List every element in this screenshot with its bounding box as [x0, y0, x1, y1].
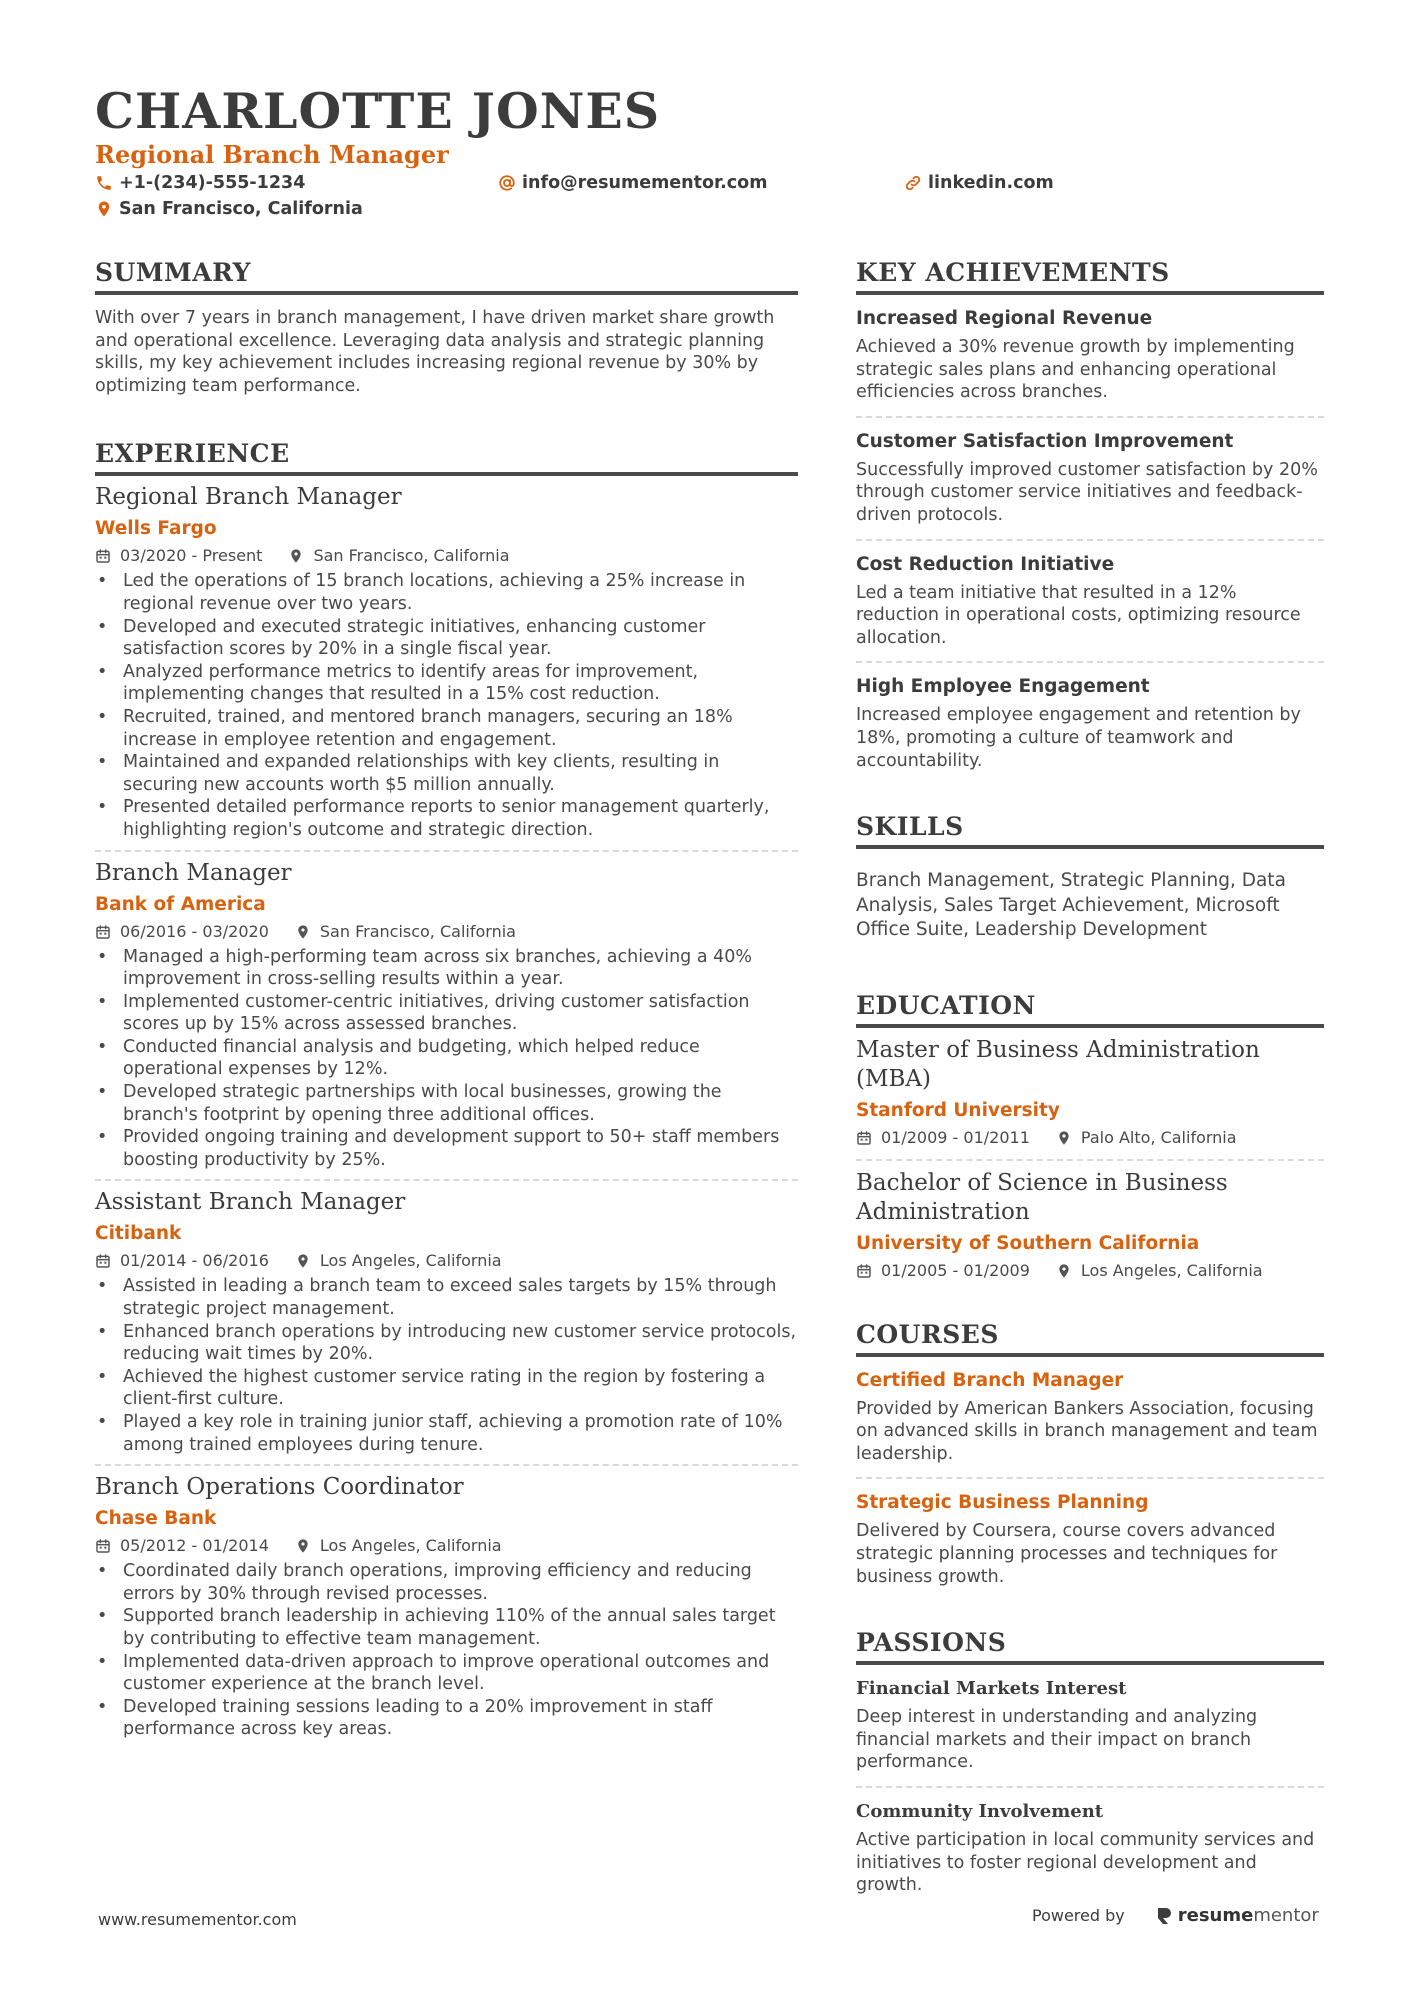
achievement-title: High Employee Engagement [856, 676, 1150, 698]
candidate-role: Regional Branch Manager [95, 140, 449, 169]
school-name: University of Southern California [856, 1232, 1200, 1254]
achievement-item [856, 663, 1324, 784]
meta-row [95, 1535, 798, 1557]
brand-resume: resume [1177, 1905, 1254, 1926]
bullet-item: • Presented detailed performance reports to senior management quarterly, highlighting region's outcome and strategic direction. [95, 796, 798, 841]
footer-powered [1032, 1905, 1319, 1926]
meta-location: Palo Alto, California [1080, 1127, 1237, 1147]
achievement-title: Increased Regional Revenue [856, 308, 1153, 329]
bullet-item: • Assisted in leading a branch team to exceed sales targets by 15% through strategic project management. [95, 1275, 798, 1320]
location-pin-icon [295, 924, 311, 940]
bullet-list [95, 946, 798, 1172]
calendar-icon [95, 1253, 111, 1269]
achievement-item [856, 418, 1324, 541]
bullet-list [95, 570, 798, 841]
powered-by-label: Powered by [1032, 1906, 1125, 1925]
contact-linkedin[interactable] [904, 173, 1054, 193]
calendar-icon [95, 924, 111, 940]
experience-item [95, 1187, 798, 1466]
summary-heading: SUMMARY [95, 258, 798, 295]
meta-row [95, 545, 798, 567]
bullet-item: • Recruited, trained, and mentored branch managers, securing an 18% increase in employee retention and engagement. [95, 706, 798, 751]
course-title: Certified Branch Manager [856, 1369, 1124, 1391]
brand-mark-icon [1155, 1906, 1173, 1926]
right-column [856, 258, 1324, 1909]
experience-item [95, 1472, 798, 1749]
courses-heading: COURSES [856, 1320, 1324, 1357]
achievement-title: Cost Reduction Initiative [856, 553, 1115, 575]
company-name: Chase Bank [95, 1508, 217, 1530]
at-sign-icon [498, 174, 516, 192]
bullet-item: • Enhanced branch operations by introducing new customer service protocols, reducing wait times by 20%. [95, 1321, 798, 1366]
bullet-item: • Developed training sessions leading to a 20% improvement in staff performance across key areas. [95, 1696, 798, 1741]
bullet-item: • Supported branch leadership in achieving 110% of the annual sales target by contributing to effective team management. [95, 1605, 798, 1650]
calendar-icon [856, 1263, 872, 1279]
job-title: Branch Operations Coordinator [95, 1474, 464, 1501]
course-text: Delivered by Coursera, course covers advanced strategic planning processes and techniques for business growth. [856, 1521, 1278, 1587]
passion-item [856, 1788, 1324, 1909]
achievement-item [856, 295, 1324, 418]
company-name: Wells Fargo [95, 518, 217, 540]
course-title: Strategic Business Planning [856, 1492, 1149, 1514]
education-list [856, 1036, 1324, 1292]
location-pin-icon [1056, 1263, 1072, 1279]
bullet-item: • Led the operations of 15 branch locations, achieving a 25% increase in regional revenue over two years. [95, 570, 798, 615]
passions-heading: PASSIONS [856, 1628, 1324, 1665]
date-range: 01/2009 - 01/2011 [881, 1127, 1030, 1147]
achievement-item [856, 541, 1324, 664]
phone-icon [95, 174, 113, 192]
calendar-icon [95, 1538, 111, 1554]
bullet-item: • Implemented data-driven approach to improve operational outcomes and customer experience at the branch level. [95, 1651, 798, 1696]
passions-list [856, 1665, 1324, 1909]
achievement-text: Successfully improved customer satisfaction by 20% through customer service initiatives and feedback-driven protocols. [856, 459, 1318, 525]
date-range: 05/2012 - 01/2014 [120, 1536, 269, 1556]
date-range: 01/2005 - 01/2009 [881, 1260, 1030, 1280]
meta-row [856, 1127, 1324, 1149]
passion-item [856, 1665, 1324, 1788]
achievement-text: Increased employee engagement and retention by 18%, promoting a culture of teamwork and accountability. [856, 705, 1301, 771]
date-range: 03/2020 - Present [120, 546, 263, 566]
experience-heading: EXPERIENCE [95, 439, 798, 476]
experience-item [95, 858, 798, 1182]
meta-location: Los Angeles, California [319, 1251, 502, 1271]
passion-title: Community Involvement [856, 1800, 1104, 1822]
location-pin-icon [295, 1538, 311, 1554]
linkedin-link[interactable]: linkedin.com [928, 173, 1054, 193]
meta-row [95, 1250, 798, 1272]
education-item [856, 1036, 1324, 1161]
location-text: San Francisco, California [119, 199, 363, 219]
bullet-item: • Developed strategic partnerships with local businesses, growing the branch's footprint by opening three additional offices. [95, 1081, 798, 1126]
job-title: Branch Manager [95, 859, 292, 886]
contact-location [95, 199, 363, 219]
calendar-icon [95, 548, 111, 564]
bullet-list [95, 1275, 798, 1456]
meta-location: Los Angeles, California [319, 1536, 502, 1556]
footer-website[interactable]: www.resumementor.com [98, 1910, 297, 1929]
brand-logo[interactable] [1155, 1905, 1319, 1926]
meta-location: San Francisco, California [313, 546, 510, 566]
courses-list [856, 1357, 1324, 1601]
bullet-list [95, 1560, 798, 1741]
contact-email[interactable] [498, 173, 767, 193]
course-item [856, 1479, 1324, 1600]
bullet-item: • Provided ongoing training and development support to 50+ staff members boosting productivity by 25%. [95, 1126, 798, 1171]
experience-list [95, 482, 798, 1749]
bullet-item: • Conducted financial analysis and budgeting, which helped reduce operational expenses by 12%. [95, 1036, 798, 1081]
passion-text: Active participation in local community services and initiatives to foster regional development and growth. [856, 1829, 1315, 1896]
job-title: Regional Branch Manager [95, 484, 402, 511]
meta-location: San Francisco, California [319, 921, 516, 941]
company-name: Bank of America [95, 893, 266, 915]
education-item [856, 1169, 1324, 1292]
location-pin-icon [1056, 1130, 1072, 1146]
bullet-item: • Coordinated daily branch operations, improving efficiency and reducing errors by 30% through revised processes. [95, 1560, 798, 1605]
date-range: 01/2014 - 06/2016 [120, 1251, 269, 1271]
meta-location: Los Angeles, California [1080, 1260, 1263, 1280]
bullet-item: • Played a key role in training junior staff, achieving a promotion rate of 10% among trained employees during tenure. [95, 1411, 798, 1456]
location-pin-icon [95, 200, 113, 218]
bullet-item: • Implemented customer-centric initiatives, driving customer satisfaction scores up by 15% across assessed branches. [95, 991, 798, 1036]
skills-text: Branch Management, Strategic Planning, Data Analysis, Sales Target Achievement, Microsoft Office Suite, Leadership Development [856, 870, 1286, 941]
left-column [95, 258, 798, 1749]
education-heading: EDUCATION [856, 991, 1324, 1028]
meta-row [856, 1260, 1324, 1282]
skills-heading: SKILLS [856, 812, 1324, 849]
calendar-icon [856, 1130, 872, 1146]
candidate-name: CHARLOTTE JONES [95, 82, 661, 140]
bullet-item: • Developed and executed strategic initiatives, enhancing customer satisfaction scores by 20% in a single fiscal year. [95, 616, 798, 661]
job-title: Assistant Branch Manager [95, 1189, 406, 1216]
bullet-item: • Maintained and expanded relationships with key clients, resulting in securing new accounts worth $5 million annually. [95, 751, 798, 796]
achievement-text: Achieved a 30% revenue growth by implementing strategic sales plans and enhancing operational efficiencies across branches. [856, 337, 1295, 403]
achievements-heading: KEY ACHIEVEMENTS [856, 258, 1324, 295]
achievements-list [856, 295, 1324, 784]
link-icon [904, 174, 922, 192]
bullet-item: • Analyzed performance metrics to identify areas for improvement, implementing changes that resulted in a 15% cost reduction. [95, 661, 798, 706]
contact-phone [95, 173, 305, 193]
school-name: Stanford University [856, 1099, 1060, 1121]
bullet-item: • Achieved the highest customer service rating in the region by fostering a client-first culture. [95, 1366, 798, 1411]
passion-title: Financial Markets Interest [856, 1678, 1127, 1700]
email-link[interactable]: info@resumementor.com [522, 173, 768, 193]
passion-text: Deep interest in understanding and analyzing financial markets and their impact on branch performance. [856, 1707, 1258, 1773]
location-pin-icon [295, 1253, 311, 1269]
course-item [856, 1357, 1324, 1480]
degree-title: Master of Business Administration (MBA) [856, 1036, 1260, 1092]
achievement-title: Customer Satisfaction Improvement [856, 430, 1234, 452]
location-pin-icon [288, 548, 304, 564]
experience-item [95, 482, 798, 851]
bullet-item: • Managed a high-performing team across six branches, achieving a 40% improvement in cross-selling results within a year. [95, 946, 798, 991]
date-range: 06/2016 - 03/2020 [120, 921, 269, 941]
phone-text: +1-(234)-555-1234 [119, 173, 306, 193]
brand-mentor: mentor [1253, 1905, 1319, 1926]
achievement-text: Led a team initiative that resulted in a 12% reduction in operational costs, optimizing resource allocation. [856, 582, 1301, 648]
company-name: Citibank [95, 1223, 182, 1245]
course-text: Provided by American Bankers Association, focusing on advanced skills in branch management and team leadership. [856, 1398, 1318, 1464]
degree-title: Bachelor of Science in Business Administration [856, 1169, 1228, 1225]
summary-text: With over 7 years in branch management, I have driven market share growth and operational excellence. Leveraging data analysis and strategic planning skills, my key achievement includes increasing regional revenue by 30% by optimizing team performance. [95, 308, 775, 396]
meta-row [95, 921, 798, 943]
